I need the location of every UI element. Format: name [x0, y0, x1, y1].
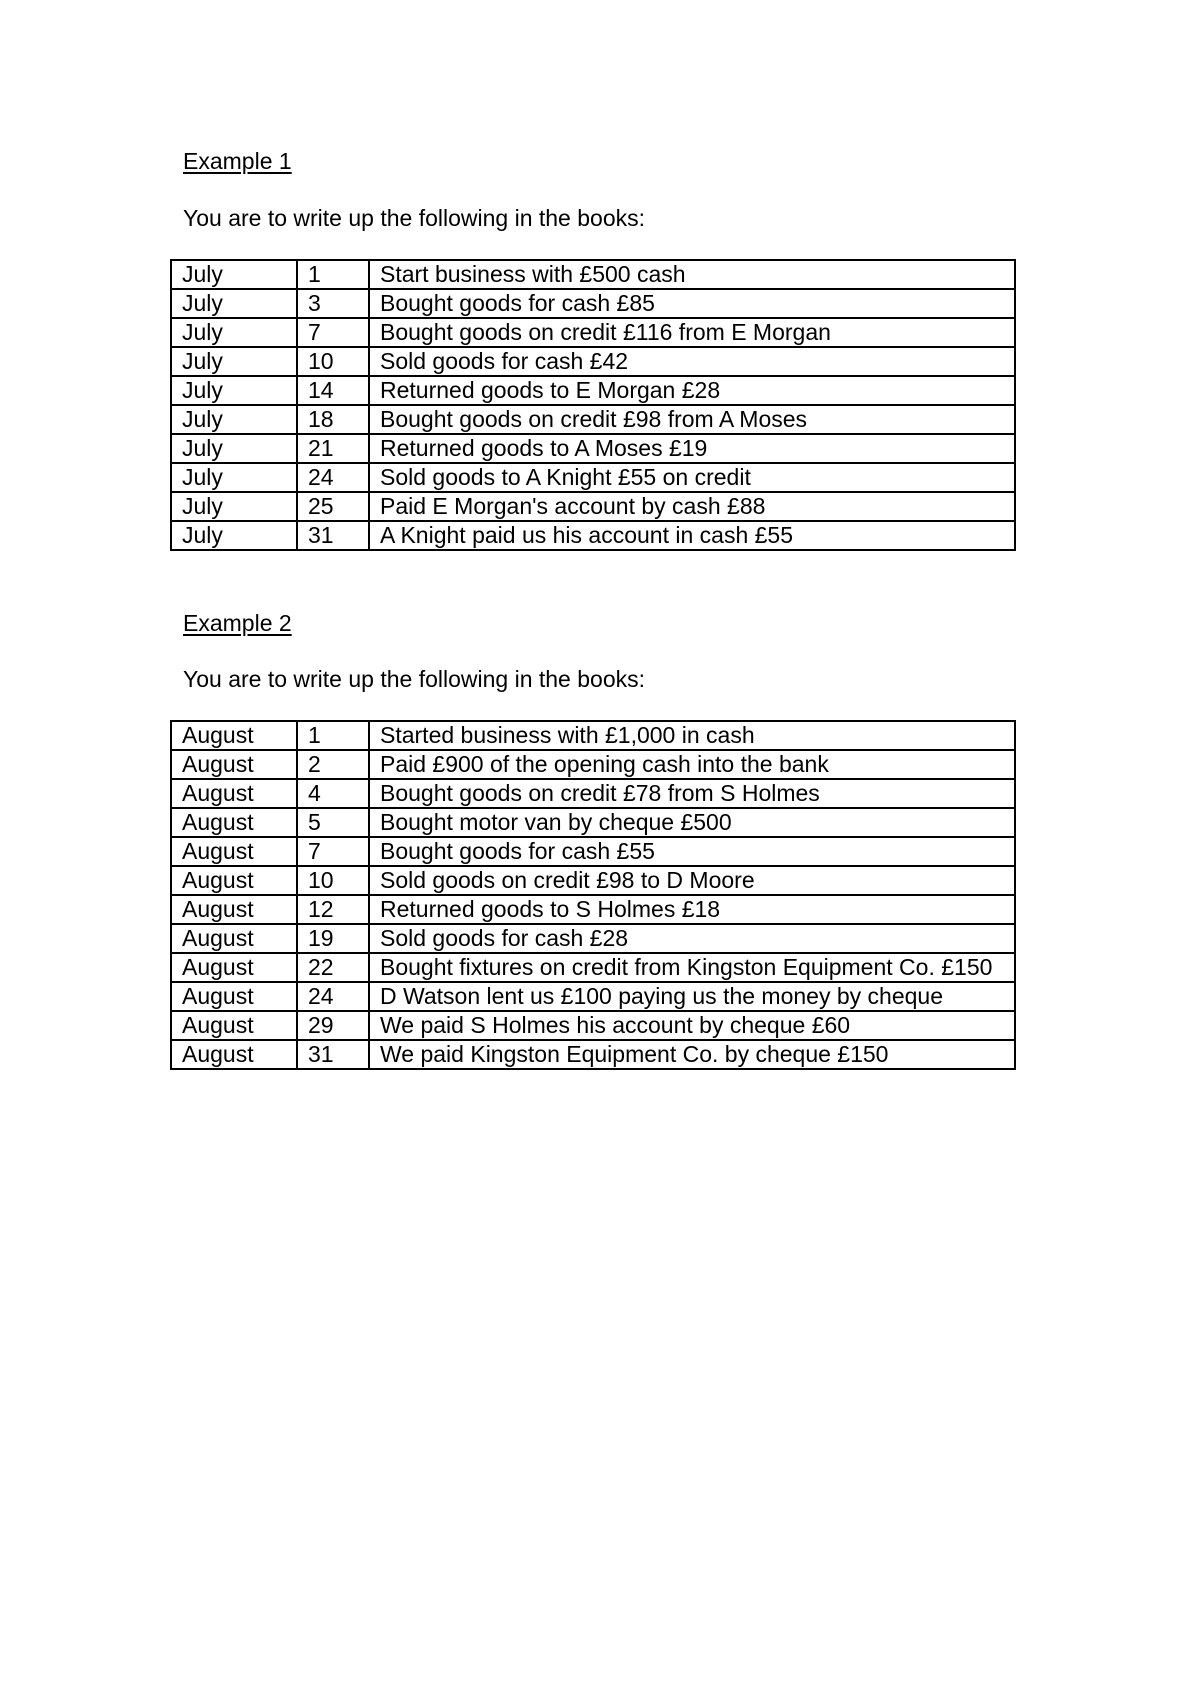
description-cell: Start business with £500 cash [369, 260, 1015, 289]
example-2-title: Example 2 [183, 610, 292, 636]
table-row [171, 924, 1015, 953]
example-1-table-body [171, 260, 1015, 550]
table-row [171, 289, 1015, 318]
day-cell: 12 [297, 895, 369, 924]
table-row [171, 434, 1015, 463]
description-cell: Bought goods for cash £55 [369, 837, 1015, 866]
description-cell: A Knight paid us his account in cash £55 [369, 521, 1015, 550]
day-cell: 1 [297, 721, 369, 750]
month-cell: July [171, 260, 297, 289]
table-row [171, 721, 1015, 750]
description-cell: Started business with £1,000 in cash [369, 721, 1015, 750]
example-1-table [170, 259, 1016, 551]
description-cell: Bought goods on credit £116 from E Morgan [369, 318, 1015, 347]
day-cell: 21 [297, 434, 369, 463]
day-cell: 3 [297, 289, 369, 318]
example-2-table-body [171, 721, 1015, 1069]
table-row [171, 376, 1015, 405]
description-cell: D Watson lent us £100 paying us the money by cheque [369, 982, 1015, 1011]
day-cell: 7 [297, 837, 369, 866]
description-cell: Bought goods on credit £78 from S Holmes [369, 779, 1015, 808]
table-row [171, 866, 1015, 895]
month-cell: August [171, 895, 297, 924]
day-cell: 24 [297, 982, 369, 1011]
description-cell: Paid £900 of the opening cash into the bank [369, 750, 1015, 779]
month-cell: August [171, 924, 297, 953]
table-row [171, 521, 1015, 550]
month-cell: August [171, 1011, 297, 1040]
day-cell: 7 [297, 318, 369, 347]
day-cell: 10 [297, 347, 369, 376]
table-row [171, 837, 1015, 866]
table-row [171, 779, 1015, 808]
month-cell: July [171, 347, 297, 376]
description-cell: Sold goods on credit £98 to D Moore [369, 866, 1015, 895]
description-cell: Returned goods to A Moses £19 [369, 434, 1015, 463]
month-cell: August [171, 837, 297, 866]
month-cell: August [171, 953, 297, 982]
day-cell: 25 [297, 492, 369, 521]
month-cell: July [171, 492, 297, 521]
month-cell: August [171, 866, 297, 895]
month-cell: August [171, 779, 297, 808]
example-1-title: Example 1 [183, 148, 292, 174]
table-row [171, 492, 1015, 521]
example-2-table [170, 720, 1016, 1070]
month-cell: July [171, 376, 297, 405]
month-cell: July [171, 405, 297, 434]
example-2-instruction: You are to write up the following in the books: [183, 666, 645, 692]
day-cell: 10 [297, 866, 369, 895]
description-cell: Sold goods to A Knight £55 on credit [369, 463, 1015, 492]
day-cell: 22 [297, 953, 369, 982]
day-cell: 18 [297, 405, 369, 434]
table-row [171, 463, 1015, 492]
month-cell: August [171, 750, 297, 779]
table-row [171, 1040, 1015, 1069]
description-cell: We paid S Holmes his account by cheque £60 [369, 1011, 1015, 1040]
table-row [171, 750, 1015, 779]
description-cell: Paid E Morgan's account by cash £88 [369, 492, 1015, 521]
day-cell: 5 [297, 808, 369, 837]
month-cell: August [171, 808, 297, 837]
table-row [171, 895, 1015, 924]
table-row [171, 318, 1015, 347]
day-cell: 14 [297, 376, 369, 405]
description-cell: Bought fixtures on credit from Kingston Equipment Co. £150 [369, 953, 1015, 982]
month-cell: July [171, 521, 297, 550]
description-cell: Returned goods to S Holmes £18 [369, 895, 1015, 924]
table-row [171, 808, 1015, 837]
description-cell: Sold goods for cash £42 [369, 347, 1015, 376]
day-cell: 29 [297, 1011, 369, 1040]
month-cell: July [171, 434, 297, 463]
table-row [171, 347, 1015, 376]
day-cell: 19 [297, 924, 369, 953]
day-cell: 4 [297, 779, 369, 808]
month-cell: August [171, 982, 297, 1011]
month-cell: July [171, 289, 297, 318]
table-row [171, 405, 1015, 434]
month-cell: July [171, 318, 297, 347]
table-row [171, 953, 1015, 982]
day-cell: 1 [297, 260, 369, 289]
table-row [171, 982, 1015, 1011]
example-1-instruction: You are to write up the following in the books: [183, 205, 645, 231]
day-cell: 24 [297, 463, 369, 492]
description-cell: Bought motor van by cheque £500 [369, 808, 1015, 837]
month-cell: August [171, 721, 297, 750]
description-cell: We paid Kingston Equipment Co. by cheque £150 [369, 1040, 1015, 1069]
table-row [171, 1011, 1015, 1040]
month-cell: August [171, 1040, 297, 1069]
day-cell: 31 [297, 521, 369, 550]
day-cell: 31 [297, 1040, 369, 1069]
description-cell: Sold goods for cash £28 [369, 924, 1015, 953]
description-cell: Bought goods for cash £85 [369, 289, 1015, 318]
description-cell: Returned goods to E Morgan £28 [369, 376, 1015, 405]
day-cell: 2 [297, 750, 369, 779]
description-cell: Bought goods on credit £98 from A Moses [369, 405, 1015, 434]
month-cell: July [171, 463, 297, 492]
table-row [171, 260, 1015, 289]
